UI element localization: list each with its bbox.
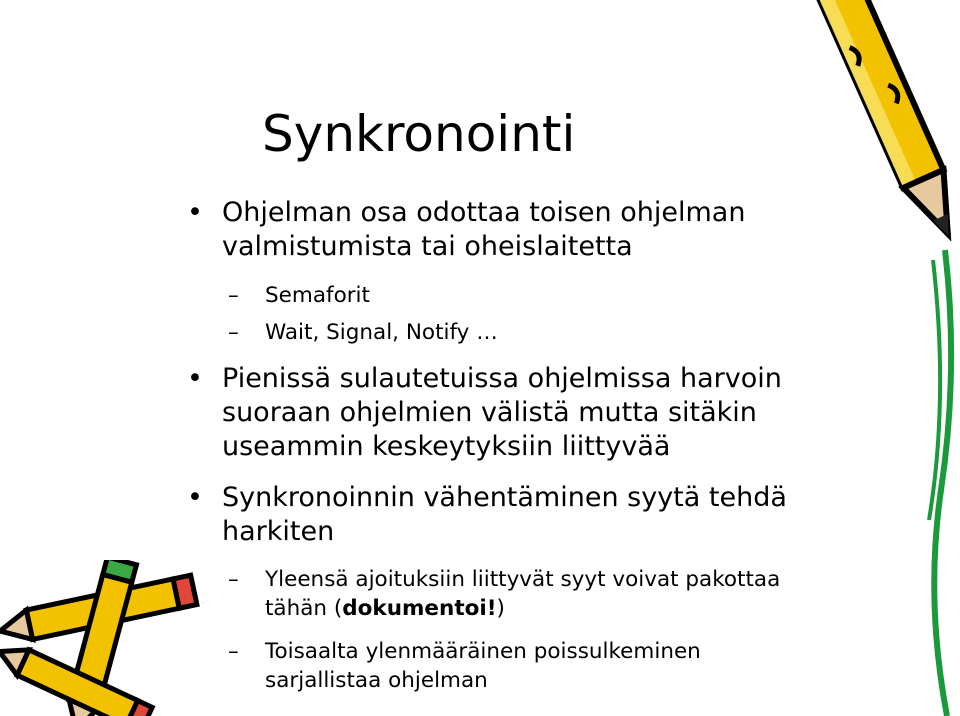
subbullet-2-text: Wait, Signal, Notify … (265, 320, 498, 345)
subbullet-4 (228, 637, 905, 695)
dash-marker: – (228, 567, 239, 592)
bullet-1-line-2: valmistumista tai oheislaitetta (222, 231, 633, 262)
subbullet-1-text: Semaforit (265, 283, 370, 308)
bullet-3 (187, 481, 862, 549)
subbullet-3-post: ) (496, 596, 505, 621)
subbullet-3-line-2 (265, 594, 905, 623)
subbullet-4-line-1: Toisaalta ylenmääräinen poissulkeminen (265, 639, 701, 664)
subbullet-1 (228, 281, 905, 310)
slide-title: Synkronointi (262, 105, 576, 163)
subbullet-3-line-1: Yleensä ajoituksiin liittyvät syyt voivat pakottaa (265, 567, 781, 592)
bullet-2-line-3: useammin keskeytyksiin liittyvää (222, 431, 671, 462)
subbullet-3-pre: tähän ( (265, 596, 343, 621)
bullet-1 (187, 196, 862, 264)
subbullet-3-bold: dokumentoi! (342, 596, 497, 621)
dash-marker: – (228, 283, 239, 308)
bullet-3-line-2: harkiten (222, 516, 335, 547)
bullet-marker: • (187, 363, 203, 394)
bullet-1-line-1: Ohjelman osa odottaa toisen ohjelman (222, 197, 746, 228)
dash-marker: – (228, 320, 239, 345)
pencil-clipart-left (0, 560, 210, 716)
bullet-2-line-2: suoraan ohjelmien välistä mutta sitäkin (222, 397, 757, 428)
bullet-2-line-1: Pienissä sulautetuissa ohjelmissa harvoin (222, 363, 782, 394)
bullet-marker: • (187, 482, 203, 513)
subbullet-3 (228, 565, 905, 623)
dash-marker: – (228, 639, 239, 664)
subbullet-2 (228, 318, 905, 347)
bullet-marker: • (187, 197, 203, 228)
bullet-3-line-1: Synkronoinnin vähentäminen syytä tehdä (222, 482, 787, 513)
subbullet-4-line-2: sarjallistaa ohjelman (265, 668, 488, 693)
bullet-2 (187, 362, 862, 464)
